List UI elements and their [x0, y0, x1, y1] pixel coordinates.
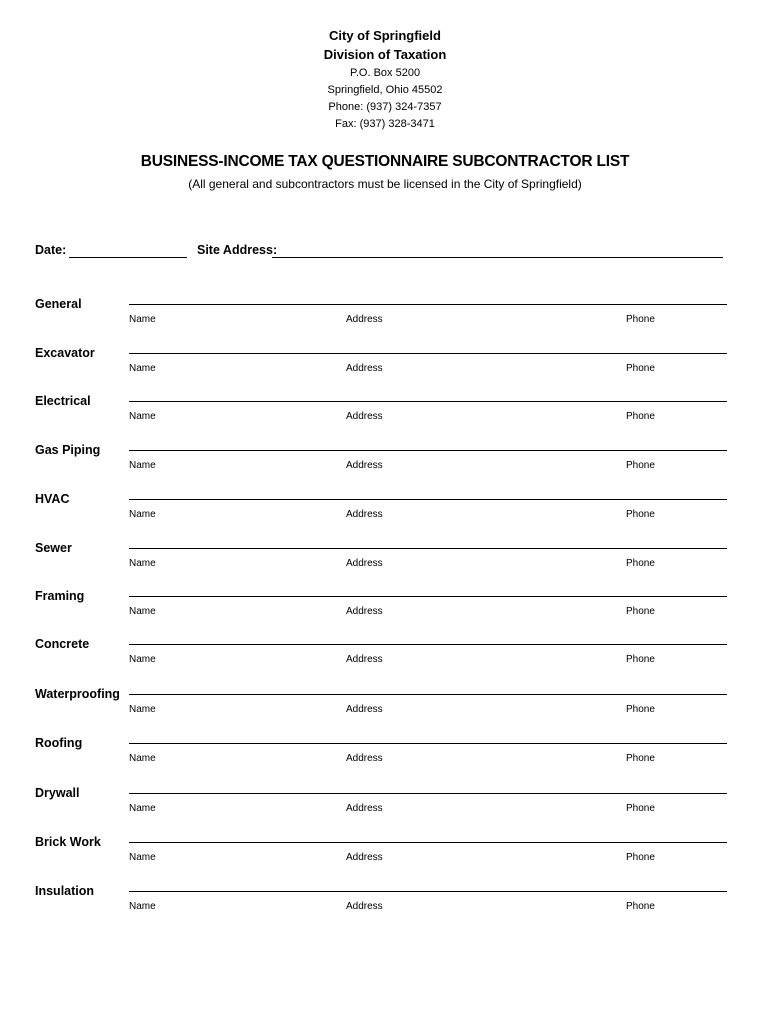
trade-entry-line[interactable] — [129, 450, 727, 451]
name-caption: Name — [129, 704, 156, 715]
phone-caption: Phone — [626, 852, 655, 863]
trade-entry-line[interactable] — [129, 596, 727, 597]
trade-label: Brick Work — [35, 835, 101, 849]
trade-entry-line[interactable] — [129, 743, 727, 744]
name-caption: Name — [129, 852, 156, 863]
address-caption: Address — [346, 314, 383, 325]
date-label: Date: — [35, 243, 67, 257]
phone-caption: Phone — [626, 509, 655, 520]
address-caption: Address — [346, 901, 383, 912]
name-caption: Name — [129, 314, 156, 325]
address-caption: Address — [346, 558, 383, 569]
trade-row — [0, 541, 770, 586]
name-caption: Name — [129, 411, 156, 422]
trade-label: Concrete — [35, 637, 90, 651]
address-caption: Address — [346, 606, 383, 617]
phone-caption: Phone — [626, 411, 655, 422]
address-caption: Address — [346, 363, 383, 374]
trade-row — [0, 835, 770, 880]
trade-entry-line[interactable] — [129, 694, 727, 695]
trade-entry-line[interactable] — [129, 548, 727, 549]
name-caption: Name — [129, 558, 156, 569]
trade-label: Waterproofing — [35, 687, 120, 701]
trade-label: Drywall — [35, 786, 80, 800]
address-caption: Address — [346, 509, 383, 520]
fax-number: Fax: (937) 328-3471 — [335, 118, 435, 130]
name-caption: Name — [129, 654, 156, 665]
trade-row — [0, 346, 770, 391]
trade-row — [0, 492, 770, 537]
site-address-field[interactable] — [272, 243, 723, 258]
trade-entry-line[interactable] — [129, 891, 727, 892]
address-caption: Address — [346, 852, 383, 863]
phone-caption: Phone — [626, 606, 655, 617]
trade-label: Roofing — [35, 736, 83, 750]
trade-row — [0, 637, 770, 682]
address-caption: Address — [346, 460, 383, 471]
trade-entry-line[interactable] — [129, 793, 727, 794]
phone-caption: Phone — [626, 901, 655, 912]
org-name: City of Springfield — [329, 28, 441, 43]
trade-entry-line[interactable] — [129, 644, 727, 645]
name-caption: Name — [129, 460, 156, 471]
trade-entry-line[interactable] — [129, 401, 727, 402]
name-caption: Name — [129, 901, 156, 912]
trade-label: Sewer — [35, 541, 72, 555]
phone-caption: Phone — [626, 803, 655, 814]
site-address-label: Site Address: — [197, 243, 278, 257]
trade-entry-line[interactable] — [129, 499, 727, 500]
trade-label: HVAC — [35, 492, 70, 506]
phone-caption: Phone — [626, 363, 655, 374]
trade-label: Framing — [35, 589, 85, 603]
trade-label: General — [35, 297, 82, 311]
form-title: BUSINESS-INCOME TAX QUESTIONNAIRE SUBCONTRACTOR LIST — [140, 153, 630, 170]
phone-caption: Phone — [626, 314, 655, 325]
trade-row — [0, 687, 770, 732]
trade-label: Insulation — [35, 884, 95, 898]
address-caption: Address — [346, 803, 383, 814]
address-caption: Address — [346, 654, 383, 665]
city-state-zip: Springfield, Ohio 45502 — [327, 84, 443, 96]
po-box: P.O. Box 5200 — [349, 67, 421, 79]
form-subtitle: (All general and subcontractors must be licensed in the City of Springfield) — [188, 177, 582, 191]
trade-row — [0, 736, 770, 781]
trade-row — [0, 297, 770, 342]
address-caption: Address — [346, 753, 383, 764]
trade-row — [0, 884, 770, 929]
phone-caption: Phone — [626, 558, 655, 569]
trade-entry-line[interactable] — [129, 353, 727, 354]
name-caption: Name — [129, 606, 156, 617]
trade-label: Excavator — [35, 346, 95, 360]
trade-row — [0, 786, 770, 831]
trade-row — [0, 394, 770, 439]
trade-entry-line[interactable] — [129, 842, 727, 843]
phone-number: Phone: (937) 324-7357 — [328, 101, 442, 113]
trade-label: Electrical — [35, 394, 91, 408]
trade-row — [0, 443, 770, 488]
name-caption: Name — [129, 363, 156, 374]
letterhead — [0, 26, 770, 133]
trade-entry-line[interactable] — [129, 304, 727, 305]
address-caption: Address — [346, 704, 383, 715]
phone-caption: Phone — [626, 753, 655, 764]
phone-caption: Phone — [626, 704, 655, 715]
trade-row — [0, 589, 770, 634]
name-caption: Name — [129, 509, 156, 520]
address-caption: Address — [346, 411, 383, 422]
division-name: Division of Taxation — [323, 47, 447, 62]
phone-caption: Phone — [626, 654, 655, 665]
phone-caption: Phone — [626, 460, 655, 471]
trade-label: Gas Piping — [35, 443, 101, 457]
name-caption: Name — [129, 753, 156, 764]
date-field[interactable] — [69, 243, 187, 258]
name-caption: Name — [129, 803, 156, 814]
